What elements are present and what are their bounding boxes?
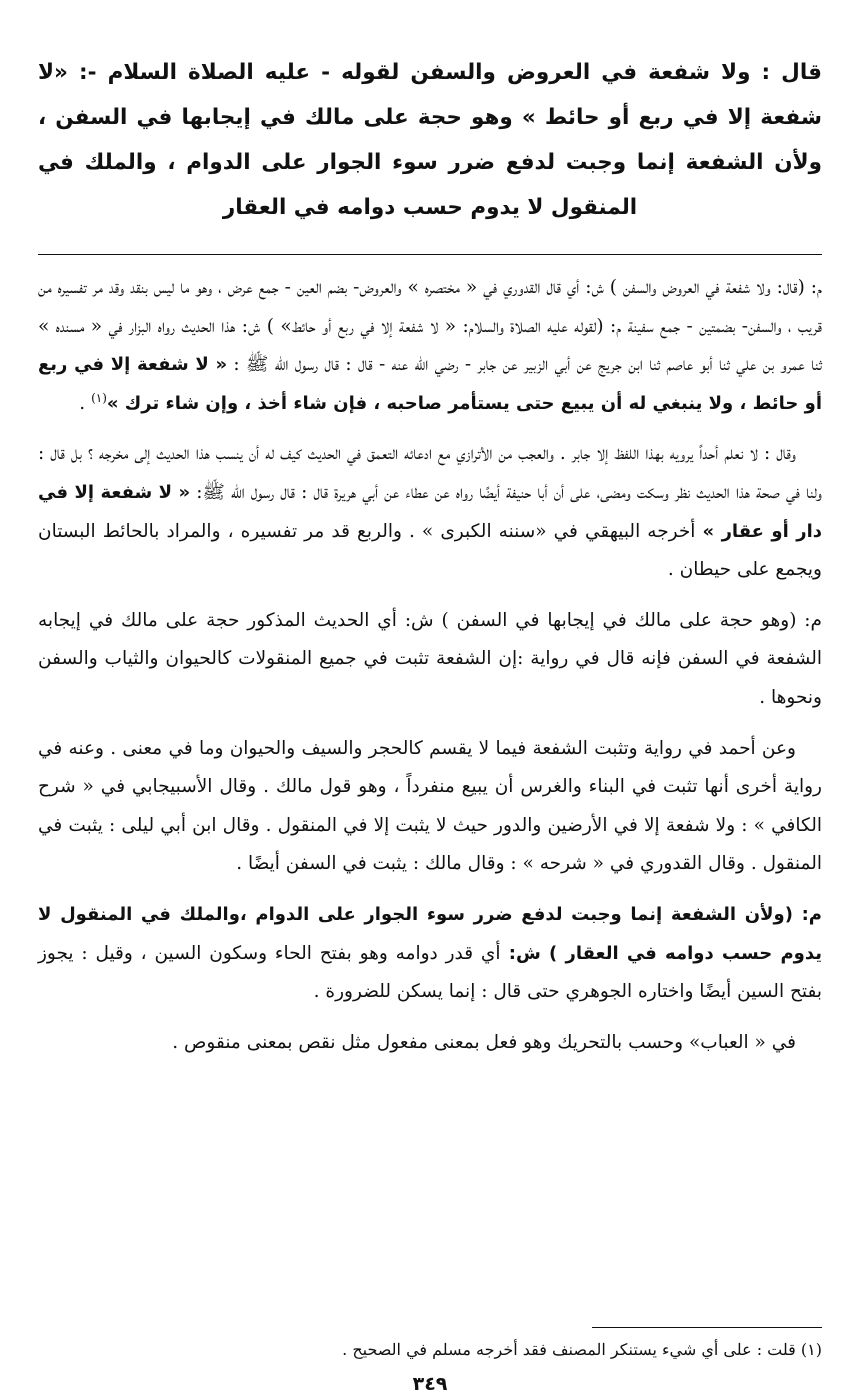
paragraph-1-end: .	[79, 392, 92, 414]
paragraph-2-end: أخرجه البيهقي في «سننه الكبرى » . والربع قد مر تفسيره ، والمراد بالحائط البستان ويجمع على حيطان .	[38, 520, 822, 581]
paragraph-3-quote: م: (وهو حجة على مالك في إيجابها في السفن ) ش:	[396, 609, 822, 631]
commentary-paragraph-3	[38, 602, 822, 718]
commentary-paragraph-4: وعن أحمد في رواية وتثبت الشفعة فيما لا يقسم كالحجر والسيف والحيوان وما في معنى . وعنه في رواية أخرى أنها تثبت في البناء والغرس أن يبيع منفرداً ، وهو قول مالك . وقال الأسبيجابي في « شرح الكافي » : ولا شفعة إلا في الأرضين والدور حيث لا يثبت إلا في المنقول . وقال ابن أبي ليلى : يثبت في المنقول . وقال القدوري في « شرحه » : وقال مالك : يثبت في السفن أيضًا .	[38, 737, 822, 875]
commentary-paragraph-6: في « العباب» وحسب بالتحريك وهو فعل بمعنى مفعول مثل نقص بمعنى منقوص .	[172, 1031, 796, 1053]
page	[38, 50, 823, 1395]
paragraph-1-text: م: (قال: ولا شفعة في العروض والسفن ) ش: أي قال القدوري في « مختصره » والعروض- بضم العين - جمع عرض ، وهو ما ليس بنقد وقد مر تفسيره من قريب ، والسفن- بضمتين - جمع سفينة م: (لقوله عليه الصلاة والسلام: « لا شفعة إلا في ربع أو حائط» ) ش: هذا الحديث رواه البزار في « مسنده » ثنا عمرو بن علي ثنا أبو عاصم ثنا ابن جريج عن أبي الزبير عن جابر - رضي الله عنه - قال : قال رسول الله ﷺ :	[38, 277, 822, 376]
footnote-reference[interactable]: (١)	[91, 390, 107, 405]
hadith-quote-1: « لا شفعة إلا في ربع أو حائط ، ولا ينبغي له أن يبيع حتى يستأمر صاحبه ، فإن شاء أخذ ، وإن شاء ترك »	[38, 354, 822, 414]
commentary-paragraph-2	[38, 435, 822, 589]
matn-text: قال : ولا شفعة في العروض والسفن لقوله - عليه الصلاة السلام -: «لا شفعة إلا في ربع أو حائط » وهو حجة على مالك في إيجابها في السفن ، ولأن الشفعة إنما وجبت لدفع ضرر سوء الجوار على الدوام ، والملك في المنقول لا يدوم حسب دوامه في العقار	[38, 60, 822, 220]
paragraph-5-quote: م: (ولأن الشفعة إنما وجبت لدفع ضرر سوء الجوار على الدوام ،والملك في المنقول لا يدوم حسب دوامه في العقار ) ش:	[38, 903, 823, 964]
page-number: ٣٤٩	[412, 1373, 448, 1395]
footnote-divider	[592, 1327, 822, 1328]
commentary-paragraph-5	[38, 896, 822, 1012]
commentary	[38, 269, 822, 1062]
commentary-paragraph-1	[38, 269, 822, 423]
hadith-quote-2: « لا شفعة إلا في دار أو عقار »	[38, 481, 822, 542]
paragraph-2-text: وقال : لا نعلم أحداً يرويه بهذا اللفظ إلا جابر . والعجب من الأترازي مع ادعائه التعمق في الحديث كيف له أن ينسب هذا الحديث إلى مخرجه ؟ بل قال : ولنا في صحة هذا الحديث نظر وسكت ومضى، على أن أبا حنيفة أيضًا رواه عن عطاء عن أبي هريرة قال : قال رسول الله ﷺ:	[38, 443, 822, 503]
top-divider	[38, 254, 822, 255]
paragraph-5-text: أي قدر دوامه وهو بفتح الحاء وسكون السين ، وقيل : يجوز بفتح السين أيضًا واختاره الجوهري حتى قال : إنما يسكن للضرورة .	[38, 942, 822, 1003]
footnote: (١) قلت : على أي شيء يستنكر المصنف فقد أخرجه مسلم في الصحيح .	[342, 1340, 822, 1359]
paragraph-3-text: أي الحديث المذكور حجة على مالك في إيجابه الشفعة في السفن فإنه قال في رواية :إن الشفعة تثبت في جميع المنقولات كالحيوان والثياب والسفن ونحوها .	[38, 609, 822, 708]
